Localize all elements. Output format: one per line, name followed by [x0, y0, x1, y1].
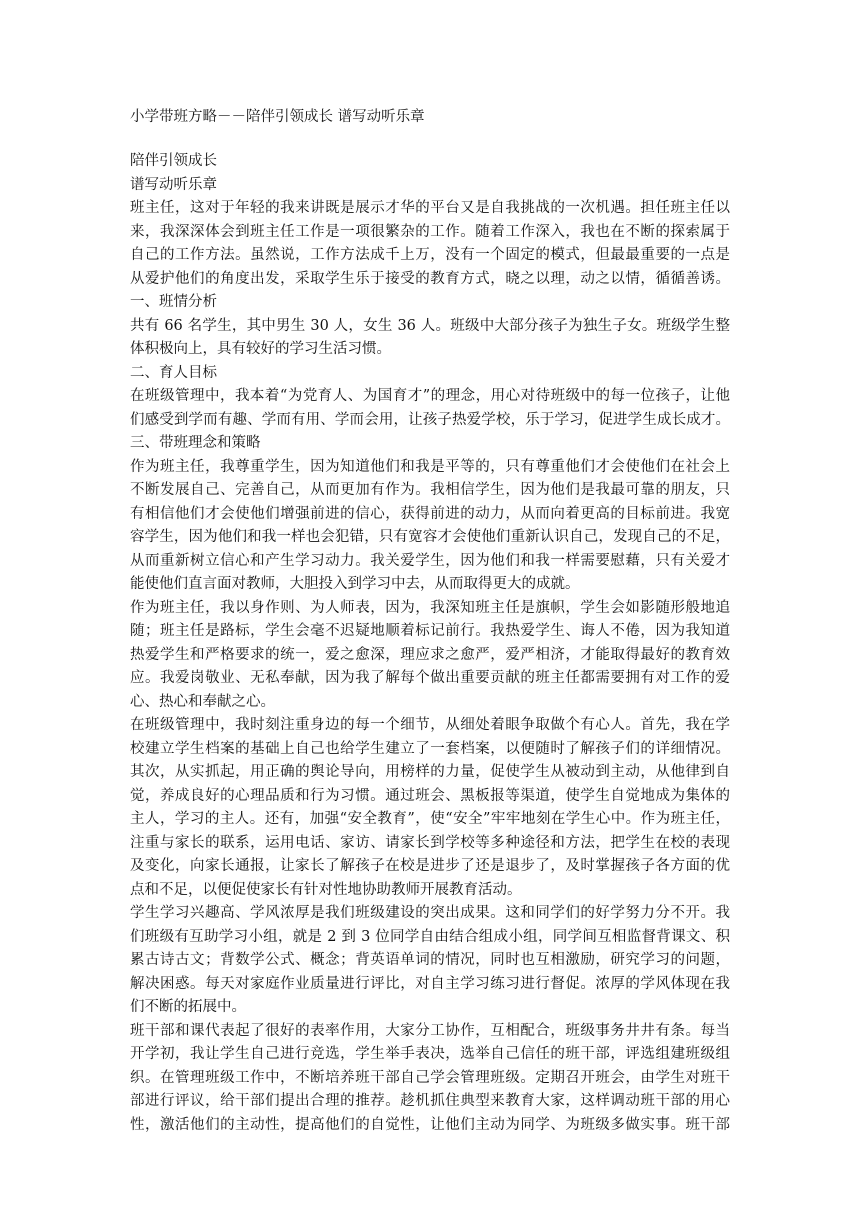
paragraph-line: 能使他们直言面对教师，大胆投入到学习中去，从而取得更大的成就。 [130, 576, 580, 592]
paragraph-line: 开学初，我让学生自己进行竞选，学生举手表决，选举自己信任的班干部，评选组建班级组 [130, 1046, 730, 1062]
paragraph-line: 不断发展自己、完善自己，从而更加有作为。我相信学生，因为他们是我最可靠的朋友，只 [130, 482, 730, 498]
section-heading: 二、育人目标 [130, 364, 217, 381]
paragraph-line: 累古诗古文；背数学公式、概念；背英语单词的情况，同时也互相激励，研究学习的问题， [130, 952, 730, 968]
paragraph-line: 在班级管理中，我本着“为党育人、为国育才”的理念，用心对待班级中的每一位孩子，让他 [130, 388, 730, 404]
paragraph-line: 部进行评议，给干部们提出合理的推荐。趁机抓住典型来教育大家，这样调动班干部的用心 [130, 1093, 730, 1109]
paragraph-line: 来，我深深体会到班主任工作是一项很繁杂的工作。随着工作深入，我也在不断的探索属于 [130, 223, 730, 240]
paragraph-line: 性，激活他们的主动性，提高他们的自觉性，让他们主动为同学、为班级多做实事。班干部 [130, 1116, 730, 1133]
subtitle-line: 谱写动听乐章 [130, 176, 217, 193]
paragraph-line: 在班级管理中，我时刻注重身边的每一个细节，从细处着眼争取做个有心人。首先，我在学 [130, 717, 730, 733]
paragraph-line: 随；班主任是路标，学生会毫不迟疑地顺着标记前行。我热爱学生、诲人不倦，因为我知道 [130, 623, 730, 639]
paragraph-line: 其次，从实抓起，用正确的舆论导向，用榜样的力量，促使学生从被动到主动，从他律到自 [130, 764, 730, 780]
section-heading: 三、带班理念和策略 [130, 435, 261, 451]
paragraph-line: 及变化，向家长通报，让家长了解孩子在校是进步了还是退步了，及时掌握孩子各方面的优 [130, 858, 730, 874]
paragraph-line: 主人，学习的主人。还有，加强“安全教育”，使“安全”牢牢地刻在学生心中。作为班主任， [130, 811, 730, 827]
subtitle-line: 陪伴引领成长 [130, 153, 217, 169]
paragraph-line: 应。我爱岗敬业、无私奉献，因为我了解每个做出重要贡献的班主任都需要拥有对工作的爱 [130, 670, 730, 686]
paragraph-line: 自己的工作方法。虽然说，工作方法成千上万，没有一个固定的模式，但最最重要的一点是 [130, 247, 730, 263]
paragraph-line: 从爱护他们的角度出发，采取学生乐于接受的教育方式，晓之以理，动之以情，循循善诱。 [130, 270, 730, 287]
paragraph-line: 们不断的拓展中。 [130, 999, 246, 1015]
paragraph-line: 体积极向上，具有较好的学习生活习惯。 [130, 341, 391, 357]
section-heading: 一、班情分析 [130, 294, 217, 310]
paragraph-line: 校建立学生档案的基础上自己也给学生建立了一套档案，以便随时了解孩子们的详细情况。 [130, 740, 730, 757]
paragraph-line: 学生学习兴趣高、学风浓厚是我们班级建设的突出成果。这和同学们的好学努力分不开。我 [130, 905, 730, 921]
paragraph-line: 班干部和课代表起了很好的表率作用，大家分工协作，互相配合，班级事务井井有条。每当 [130, 1022, 730, 1039]
paragraph-line: 织。在管理班级工作中，不断培养班干部自己学会管理班级。定期召开班会，由学生对班干 [130, 1069, 730, 1086]
paragraph-line: 从而重新树立信心和产生学习动力。我关爱学生，因为他们和我一样需要慰藉，只有关爱才 [130, 552, 730, 569]
paragraph-line: 作为班主任，我以身作则、为人师表，因为，我深知班主任是旗帜，学生会如影随形般地追 [130, 599, 730, 616]
document-title: 小学带班方略－－陪伴引领成长 谱写动听乐章 [130, 109, 425, 125]
paragraph-line: 们班级有互助学习小组，就是 2 到 3 位同学自由结合组成小组，同学间互相监督背课文、积 [130, 928, 730, 945]
paragraph-line: 觉，养成良好的心理品质和行为习惯。通过班会、黑板报等渠道，使学生自觉地成为集体的 [130, 787, 730, 804]
paragraph-line: 注重与家长的联系，运用电话、家访、请家长到学校等多种途径和方法，把学生在校的表现 [130, 834, 730, 851]
paragraph-line: 共有 66 名学生，其中男生 30 人，女生 36 人。班级中大部分孩子为独生子女。班级学生整 [130, 317, 730, 334]
paragraph-line: 解决困惑。每天对家庭作业质量进行评比，对自主学习练习进行督促。浓厚的学风体现在我 [130, 975, 730, 992]
paragraph-line: 们感受到学而有趣、学而有用、学而会用，让孩子热爱学校，乐于学习，促进学生成长成才。 [130, 411, 730, 428]
paragraph-line: 点和不足，以便促使家长有针对性地协助教师开展教育活动。 [130, 881, 522, 898]
document-body [130, 150, 730, 1137]
paragraph-line: 有相信他们才会使他们增强前进的信心，获得前进的动力，从而向着更高的目标前进。我宽 [130, 505, 730, 522]
paragraph-line: 心、热心和奉献之心。 [130, 693, 275, 710]
paragraph-line: 热爱学生和严格要求的统一，爱之愈深，理应求之愈严，爱严相济，才能取得最好的教育效 [130, 646, 730, 663]
paragraph-line: 班主任，这对于年轻的我来讲既是展示才华的平台又是自我挑战的一次机遇。担任班主任以 [130, 200, 730, 216]
paragraph-line: 作为班主任，我尊重学生，因为知道他们和我是平等的，只有尊重他们才会使他们在社会上 [130, 458, 730, 475]
paragraph-line: 容学生，因为他们和我一样也会犯错，只有宽容才会使他们重新认识自己，发现自己的不足， [130, 529, 730, 545]
